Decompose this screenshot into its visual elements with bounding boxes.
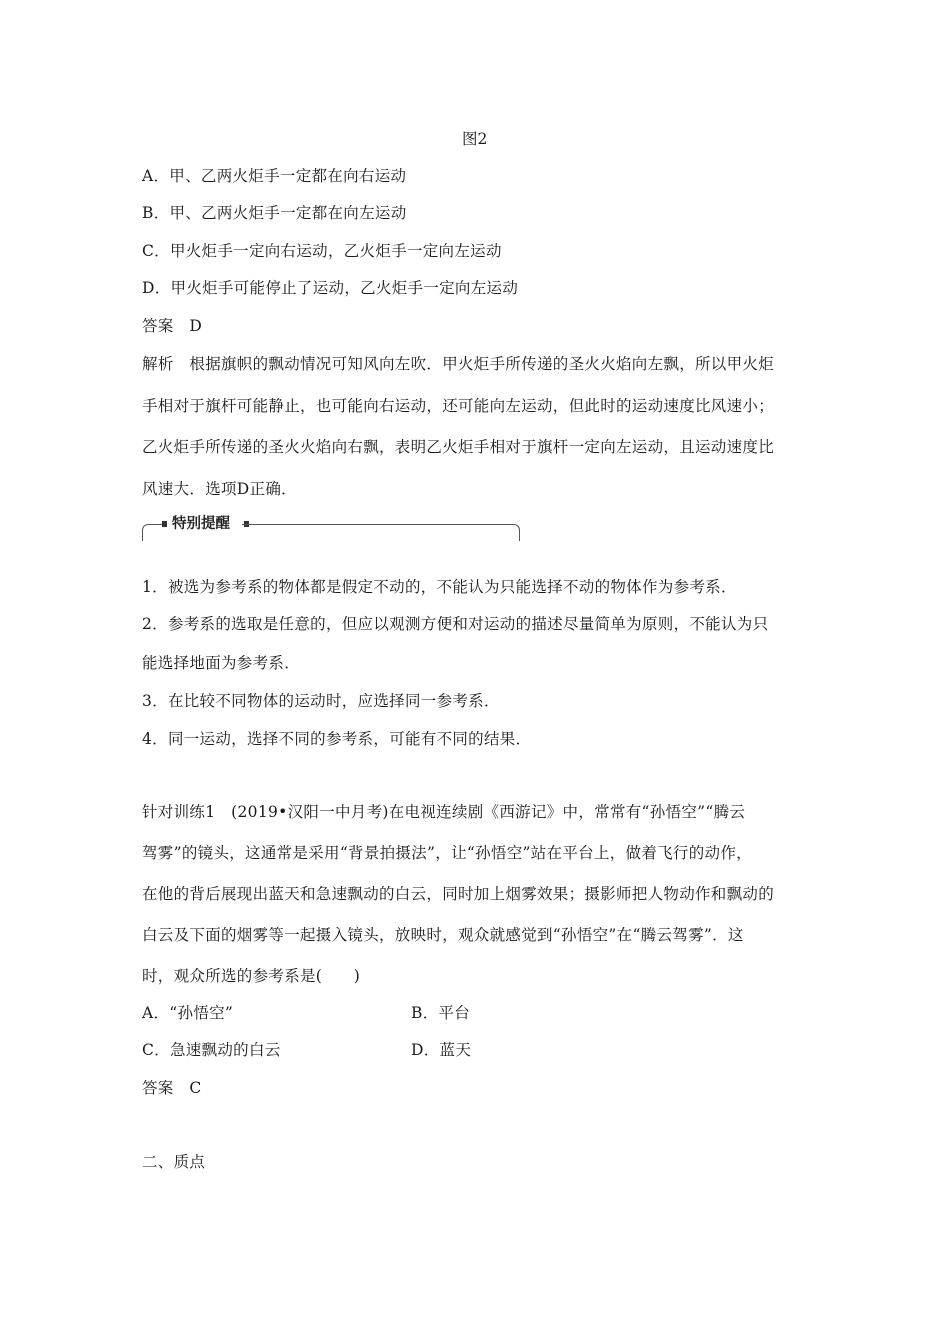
training-option-a: A．“孙悟空” xyxy=(142,1004,234,1022)
analysis-line-4: 风速大．选项D正确． xyxy=(142,480,297,498)
tip-line-1: 1．被选为参考系的物体都是假定不动的，不能认为只能选择不动的物体作为参考系． xyxy=(142,578,737,596)
tip-title: 特别提醒 xyxy=(172,516,230,532)
tip-line-2: 2．参考系的选取是任意的，但应以观测方便和对运动的描述尽量简单为原则，不能认为只 xyxy=(142,615,769,633)
figure-caption: 图2 xyxy=(462,130,488,148)
tip-line-4: 3．在比较不同物体的运动时，应选择同一参考系． xyxy=(142,692,500,710)
analysis-line-1: 解析 根据旗帜的飘动情况可知风向左吹．甲火炬手所传递的圣火火焰向左飘，所以甲火炬 xyxy=(142,355,775,373)
option-c: C．甲火炬手一定向右运动，乙火炬手一定向左运动 xyxy=(142,242,502,260)
tip-header xyxy=(142,516,520,540)
training-line-2: 驾雾”的镜头，这通常是采用“背景拍摄法”，让“孙悟空”站在平台上，做着飞行的动作， xyxy=(142,844,752,862)
answer-1: 答案 D xyxy=(142,317,203,335)
tip-square-left-icon xyxy=(162,521,167,527)
analysis-line-2: 手相对于旗杆可能静止，也可能向右运动，还可能向左运动，但此时的运动速度比风速小； xyxy=(142,397,775,415)
training-line-3: 在他的背后展现出蓝天和急速飘动的白云，同时加上烟雾效果；摄影师把人物动作和飘动的 xyxy=(142,885,775,903)
option-d: D．甲火炬手可能停止了运动，乙火炬手一定向左运动 xyxy=(142,279,519,297)
answer-2: 答案 C xyxy=(142,1079,202,1097)
training-line-5: 时，观众所选的参考系是( ) xyxy=(142,967,361,985)
tip-line-5: 4．同一运动，选择不同的参考系，可能有不同的结果． xyxy=(142,730,532,748)
training-line-1: 针对训练1 (2019•汉阳一中月考)在电视连续剧《西游记》中，常常有“孙悟空”“腾云 xyxy=(142,803,746,821)
training-line-4: 白云及下面的烟雾等一起摄入镜头，放映时，观众就感觉到“孙悟空”在“腾云驾雾”．这 xyxy=(142,926,744,944)
training-option-d: D．蓝天 xyxy=(411,1041,472,1059)
training-option-c: C．急速飘动的白云 xyxy=(142,1041,281,1059)
option-b: B．甲、乙两火炬手一定都在向左运动 xyxy=(142,204,407,222)
tip-frame-left xyxy=(142,524,163,541)
tip-line-3: 能选择地面为参考系． xyxy=(142,654,301,672)
section-heading: 二、质点 xyxy=(142,1153,206,1171)
analysis-line-3: 乙火炬手所传递的圣火火焰向右飘，表明乙火炬手相对于旗杆一定向左运动，且运动速度比 xyxy=(142,438,775,456)
tip-frame-right xyxy=(242,524,520,541)
option-a: A．甲、乙两火炬手一定都在向右运动 xyxy=(142,167,407,185)
training-option-b: B．平台 xyxy=(411,1004,471,1022)
